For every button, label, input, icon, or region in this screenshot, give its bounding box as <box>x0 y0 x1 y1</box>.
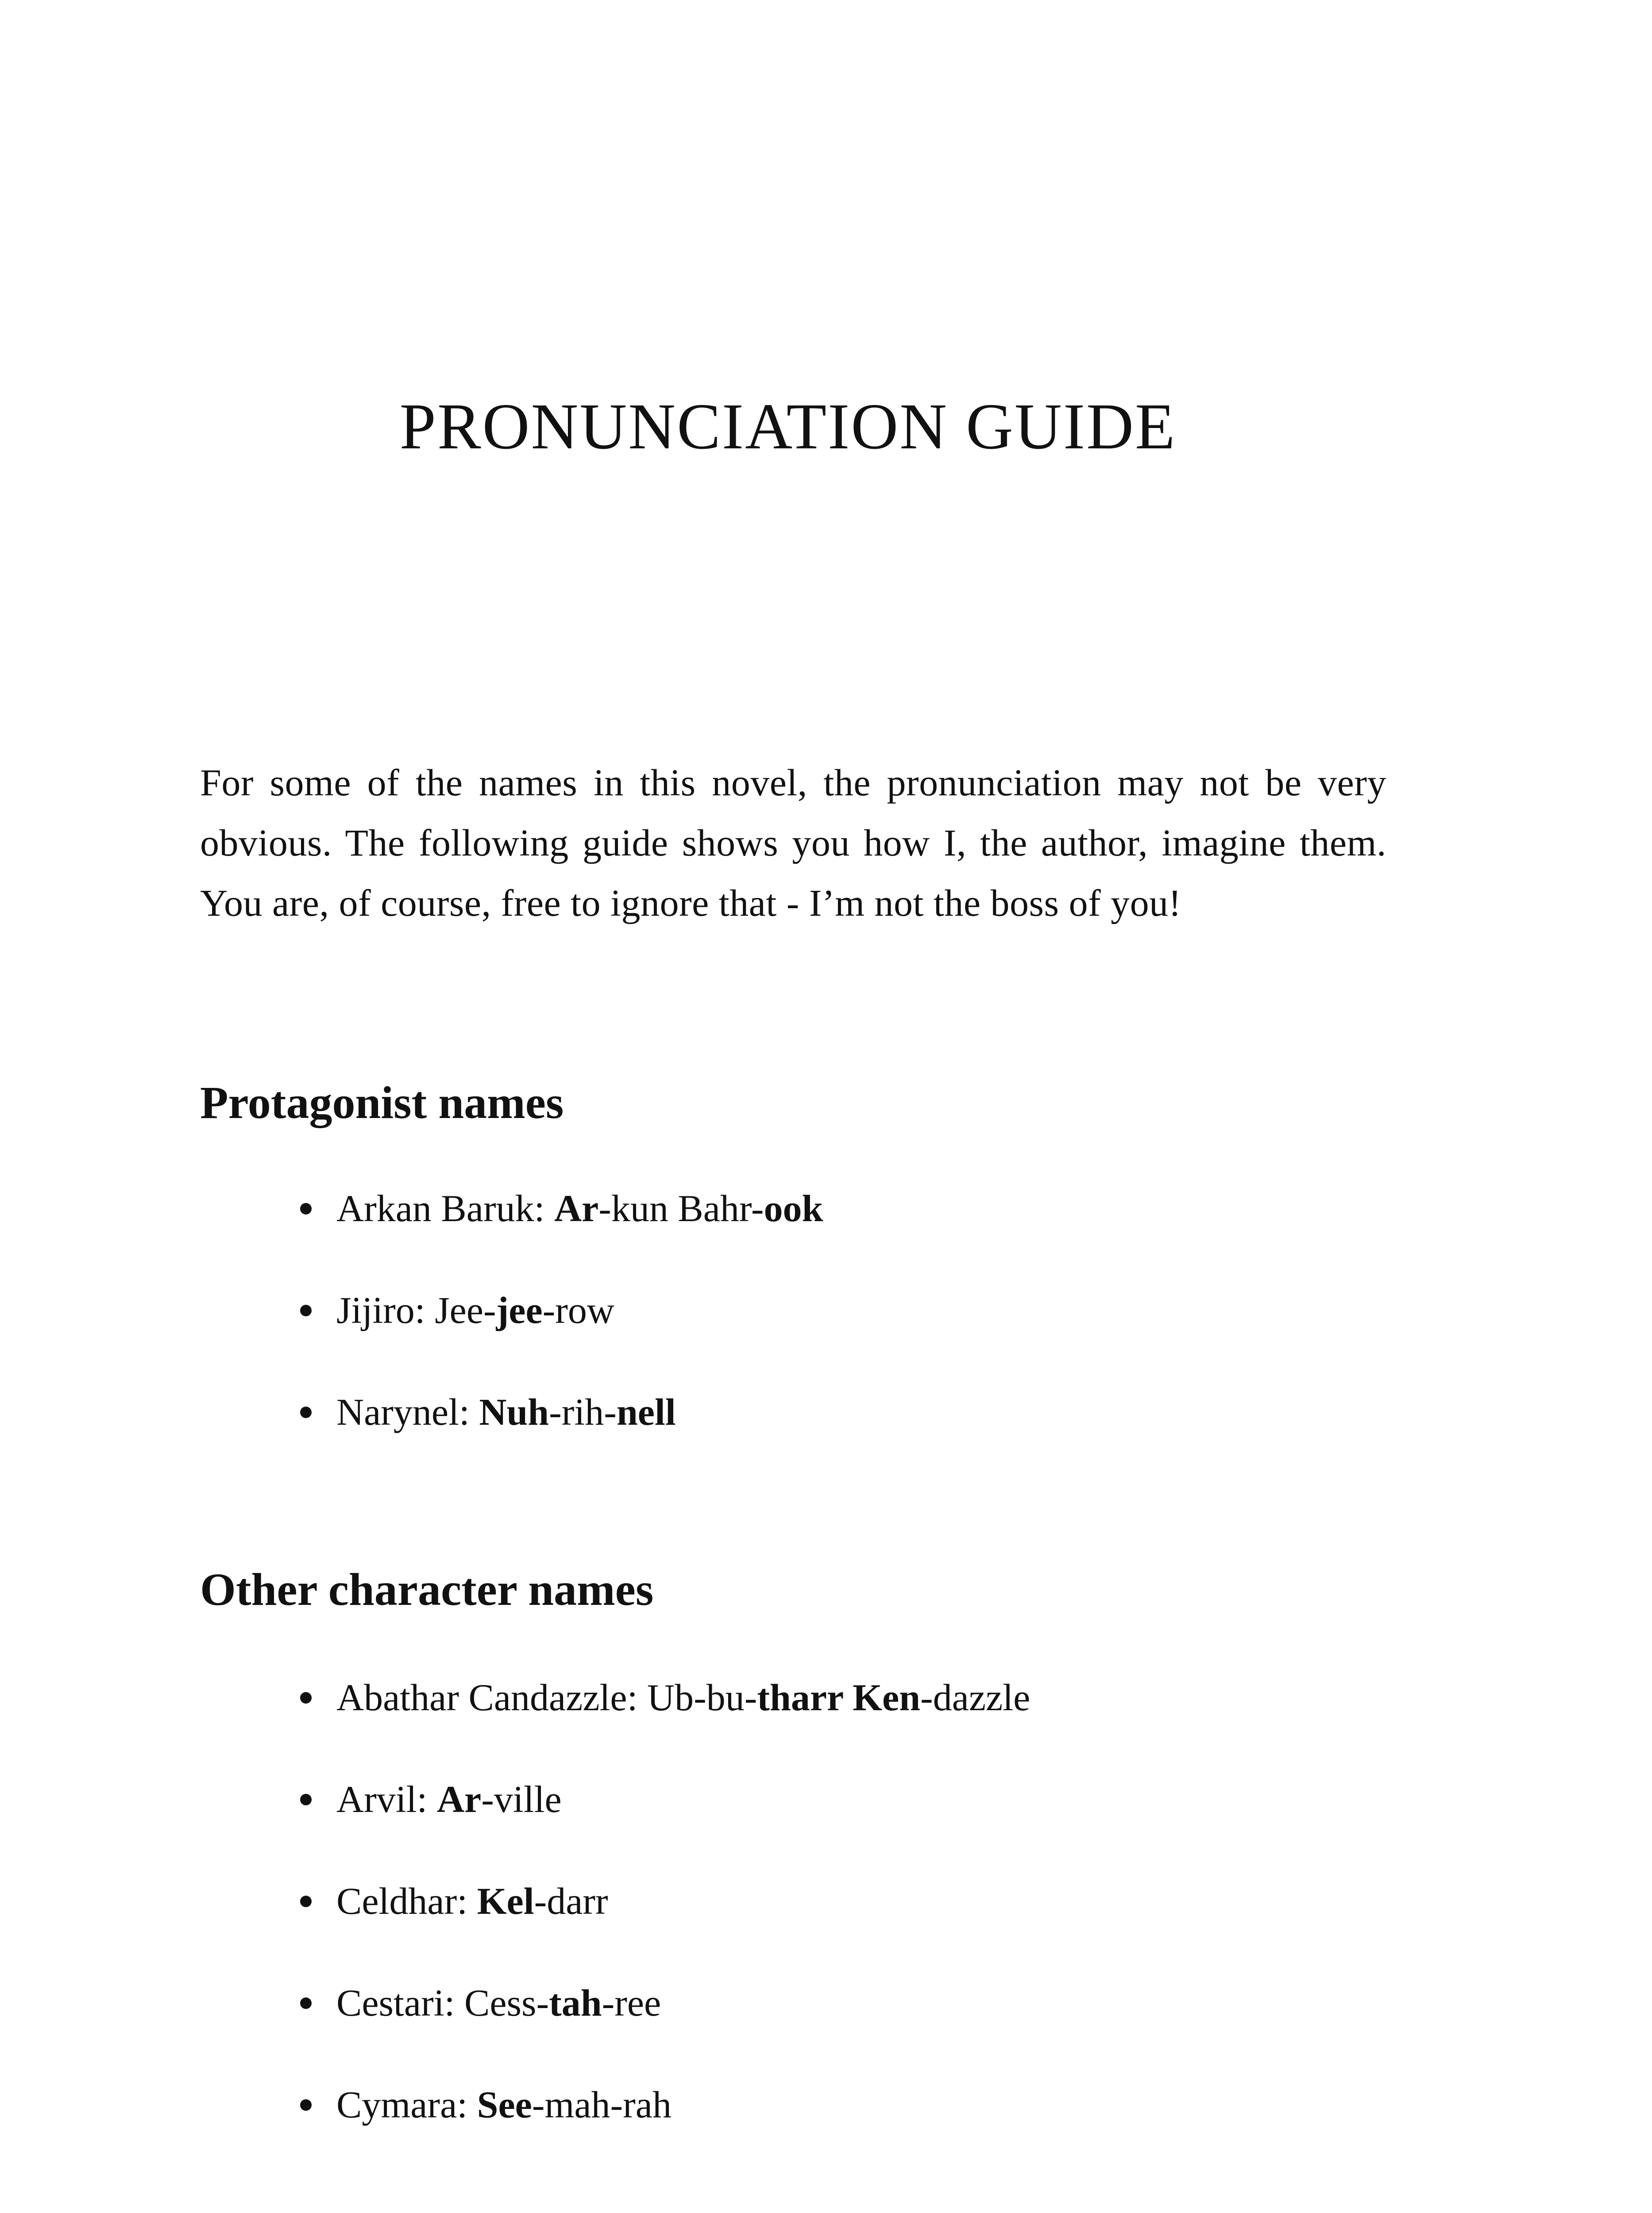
bullet-icon <box>300 1203 312 1214</box>
bullet-icon <box>300 2099 312 2111</box>
bullet-icon <box>300 1692 312 1704</box>
syllable: -dazzle <box>920 1676 1031 1719</box>
other-character-names-list <box>336 1675 1030 2184</box>
list-item <box>336 1981 1030 2082</box>
syllable: -mah-rah <box>532 2083 672 2126</box>
bullet-icon <box>300 1896 312 1907</box>
character-name: Arkan Baruk: <box>336 1187 554 1230</box>
section-heading-other-characters: Other character names <box>200 1564 654 1615</box>
syllable: -row <box>542 1289 615 1331</box>
stressed-syllable: tah <box>549 1982 602 2024</box>
syllable: Cess- <box>464 1982 549 2024</box>
bullet-icon <box>300 1794 312 1805</box>
stressed-syllable: Ar <box>436 1778 482 1820</box>
character-name: Abathar Candazzle: <box>336 1676 647 1719</box>
bullet-icon <box>300 1407 312 1418</box>
stressed-syllable: tharr Ken <box>757 1676 921 1719</box>
syllable: Jee- <box>435 1289 496 1331</box>
syllable: -rih- <box>549 1391 617 1433</box>
syllable: -ree <box>602 1982 661 2024</box>
list-item <box>336 1777 1030 1879</box>
bullet-icon <box>300 1305 312 1316</box>
stressed-syllable: Kel <box>477 1880 534 1922</box>
syllable: -kun Bahr- <box>598 1187 764 1230</box>
list-item <box>336 1288 823 1390</box>
character-name: Jijiro: <box>336 1289 435 1331</box>
character-name: Narynel: <box>336 1391 479 1433</box>
intro-paragraph: For some of the names in this novel, the pronunciation may not be very obvious. The following guide shows you how I, the author, imagine them. You are, of course, free to ignore that - I’m not the boss of you! <box>200 761 1386 924</box>
character-name: Celdhar: <box>336 1880 477 1922</box>
list-item <box>336 1390 823 1492</box>
bullet-icon <box>300 1997 312 2009</box>
stressed-syllable: Ar <box>554 1187 599 1230</box>
character-name: Cymara: <box>336 2083 477 2126</box>
protagonist-names-list <box>336 1186 823 1492</box>
syllable: -darr <box>534 1880 608 1922</box>
syllable: -ville <box>481 1778 562 1820</box>
stressed-syllable: jee <box>496 1289 543 1331</box>
syllable: Ub-bu- <box>647 1676 757 1719</box>
list-item <box>336 1186 823 1288</box>
list-item <box>336 1879 1030 1981</box>
stressed-syllable: ook <box>764 1187 823 1230</box>
character-name: Cestari: <box>336 1982 464 2024</box>
list-item <box>336 1675 1030 1777</box>
stressed-syllable: Nuh <box>479 1391 549 1433</box>
page-title: PRONUNCIATION GUIDE <box>399 390 1177 463</box>
stressed-syllable: See <box>477 2083 532 2126</box>
character-name: Arvil: <box>336 1778 437 1820</box>
stressed-syllable: nell <box>616 1391 676 1433</box>
section-heading-protagonists: Protagonist names <box>200 1077 564 1128</box>
list-item <box>336 2082 1030 2184</box>
